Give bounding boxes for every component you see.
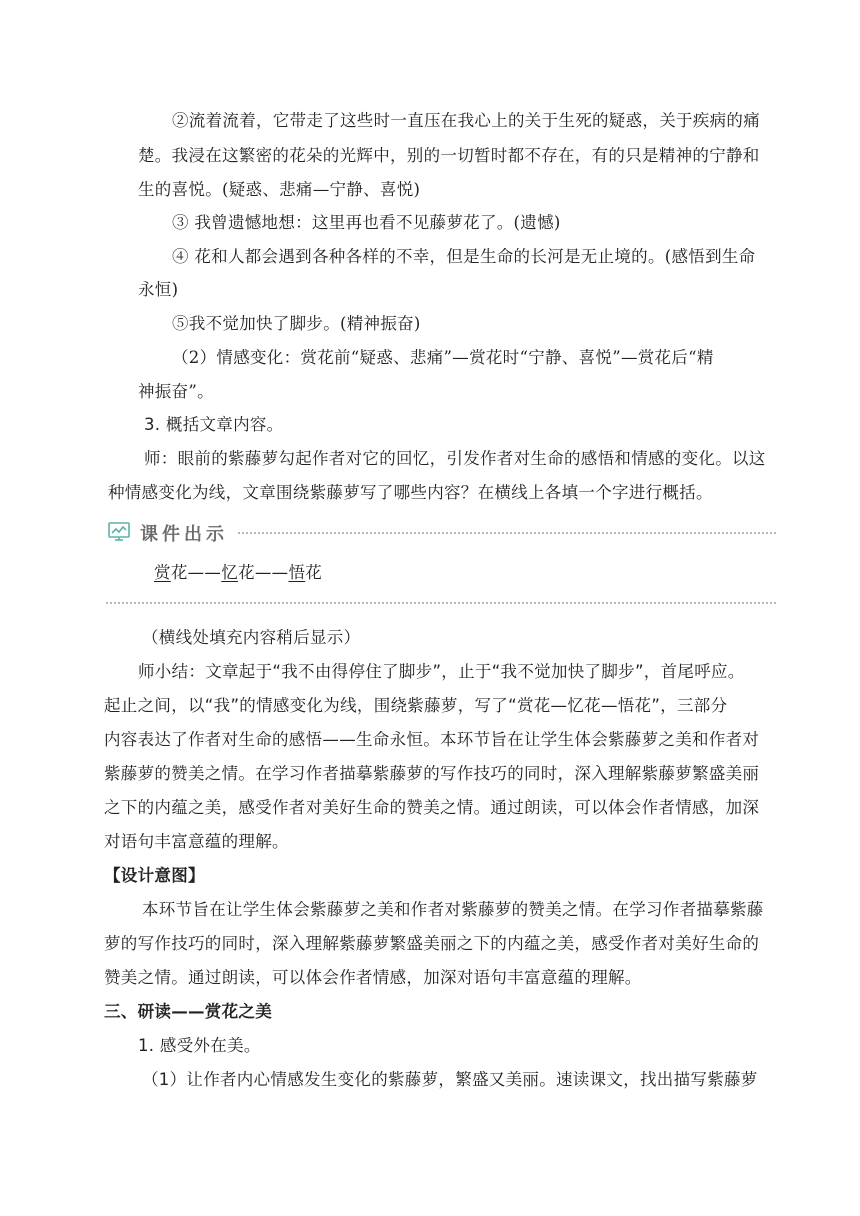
section-heading: 三、研读——赏花之美	[104, 1002, 272, 1021]
paragraph-line: 起止之间，以“我”的情感变化为线，围绕紫藤萝，写了“赏花—忆花—悟花”，三部分	[104, 696, 728, 715]
blank-answer: 赏	[154, 563, 171, 582]
paragraph-line: 内容表达了作者对生命的感悟——生命永恒。本环节旨在让学生体会紫藤萝之美和作者对	[104, 730, 760, 749]
paragraph-line: ③ 我曾遗憾地想：这里再也看不见藤萝花了。(遗憾)	[172, 213, 561, 232]
paragraph-line: 本环节旨在让学生体会紫藤萝之美和作者对紫藤萝的赞美之情。在学习作者描摹紫藤	[142, 900, 764, 919]
paragraph-line: 萝的写作技巧的同时，深入理解紫藤萝繁盛美丽之下的内蕴之美，感受作者对美好生命的	[104, 934, 760, 953]
paragraph-line: 师小结：文章起于“我不由得停住了脚步”，止于“我不觉加快了脚步”，首尾呼应。	[138, 662, 745, 681]
chart-screen-icon	[108, 522, 130, 542]
dotted-divider	[106, 602, 776, 604]
banner-title: 课件出示	[140, 524, 228, 545]
paragraph-line: 神振奋”。	[138, 382, 214, 401]
paragraph-line: ④ 花和人都会遇到各种各样的不幸，但是生命的长河是无止境的。(感悟到生命	[172, 247, 756, 266]
answer-text: 花——	[170, 563, 222, 582]
blank-answer: 悟	[288, 563, 306, 582]
paragraph-line: 种情感变化为线，文章围绕紫藤萝写了哪些内容？在横线上各填一个字进行概括。	[108, 483, 713, 502]
list-heading: 3. 概括文章内容。	[144, 415, 284, 434]
paragraph-line: ⑤我不觉加快了脚步。(精神振奋)	[172, 314, 421, 333]
answer-text: 花——	[238, 563, 289, 582]
paragraph-line: 永恒)	[138, 280, 179, 299]
paragraph-line: 楚。我浸在这繁密的花朵的光辉中，别的一切暂时都不存在，有的只是精神的宁静和	[138, 146, 760, 165]
paragraph-line: 生的喜悦。(疑惑、悲痛—宁静、喜悦)	[138, 180, 421, 199]
fill-in-answer	[154, 562, 322, 584]
courseware-banner	[106, 518, 776, 548]
paragraph-line: 赞美之情。通过朗读，可以体会作者情感，加深对语句丰富意蕴的理解。	[104, 968, 642, 987]
answer-text: 花	[305, 563, 323, 582]
paragraph-line: 之下的内蕴之美，感受作者对美好生命的赞美之情。通过朗读，可以体会作者情感，加深	[104, 798, 760, 817]
section-heading: 【设计意图】	[104, 866, 205, 885]
paragraph-line: （1）让作者内心情感发生变化的紫藤萝，繁盛又美丽。速读课文，找出描写紫藤萝	[142, 1070, 758, 1089]
paragraph-line: （2）情感变化：赏花前“疑惑、悲痛”—赏花时“宁静、喜悦”—赏花后“精	[172, 348, 714, 367]
paragraph-line: 师：眼前的紫藤萝勾起作者对它的回忆，引发作者对生命的感悟和情感的变化。以这	[144, 449, 766, 468]
blank-answer: 忆	[221, 563, 239, 582]
paragraph-line: ②流着流着，它带走了这些时一直压在我心上的关于生死的疑惑，关于疾病的痛	[172, 111, 760, 130]
dotted-divider	[238, 532, 776, 534]
list-heading: 1. 感受外在美。	[138, 1036, 261, 1055]
paragraph-line: 紫藤萝的赞美之情。在学习作者描摹紫藤萝的写作技巧的同时，深入理解紫藤萝繁盛美丽	[104, 764, 760, 783]
paragraph-line: 对语句丰富意蕴的理解。	[104, 832, 289, 851]
note-line: （横线处填充内容稍后显示）	[142, 628, 361, 647]
